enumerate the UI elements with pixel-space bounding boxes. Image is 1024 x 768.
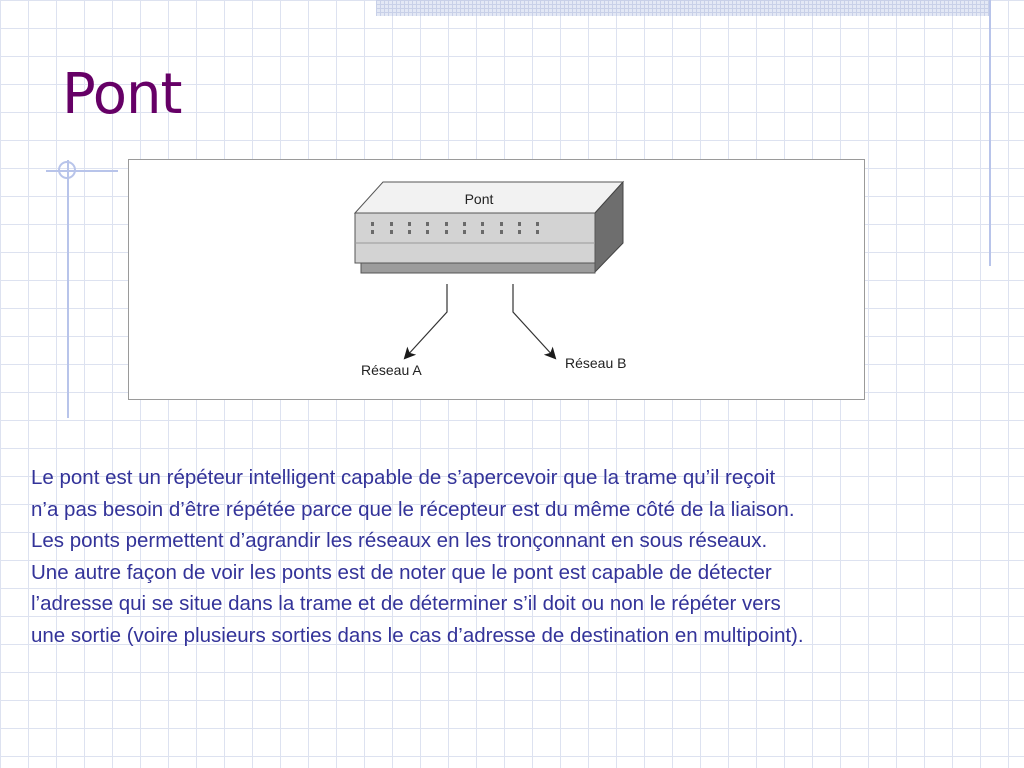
body-line: n’a pas besoin d’être répétée parce que le récepteur est du même côté de la liaison. [31, 497, 795, 521]
body-line: Les ponts permettent d’agrandir les réseaux en les tronçonnant en sous réseaux. [31, 529, 768, 552]
left-decor-rule [67, 160, 69, 418]
slide-title: Pont [62, 62, 182, 127]
body-line: l’adresse qui se situe dans la trame et de déterminer s’il doit ou non le répéter vers [31, 592, 781, 615]
network-b-arrow-icon [513, 284, 555, 358]
body-paragraph [31, 462, 1011, 651]
body-line: Une autre façon de voir les ponts est de noter que le pont est capable de détecter [31, 560, 772, 584]
top-decor-band [376, 0, 990, 16]
network-b-label: Réseau B [565, 355, 627, 371]
bridge-diagram-svg [129, 160, 864, 399]
body-line: Le pont est un répéteur intelligent capable de s’apercevoir que la trame qu’il reçoit [31, 466, 776, 489]
network-a-arrow-icon [405, 284, 447, 358]
right-decor-rule [989, 0, 991, 266]
crosshair-decor-circle-icon [58, 161, 76, 179]
body-line: une sortie (voire plusieurs sorties dans le cas d’adresse de destination en multipoint). [31, 623, 804, 647]
crosshair-decor-line [46, 170, 118, 172]
bridge-diagram [128, 159, 865, 400]
bridge-device-label: Pont [464, 191, 494, 207]
network-a-label: Réseau A [361, 362, 422, 378]
